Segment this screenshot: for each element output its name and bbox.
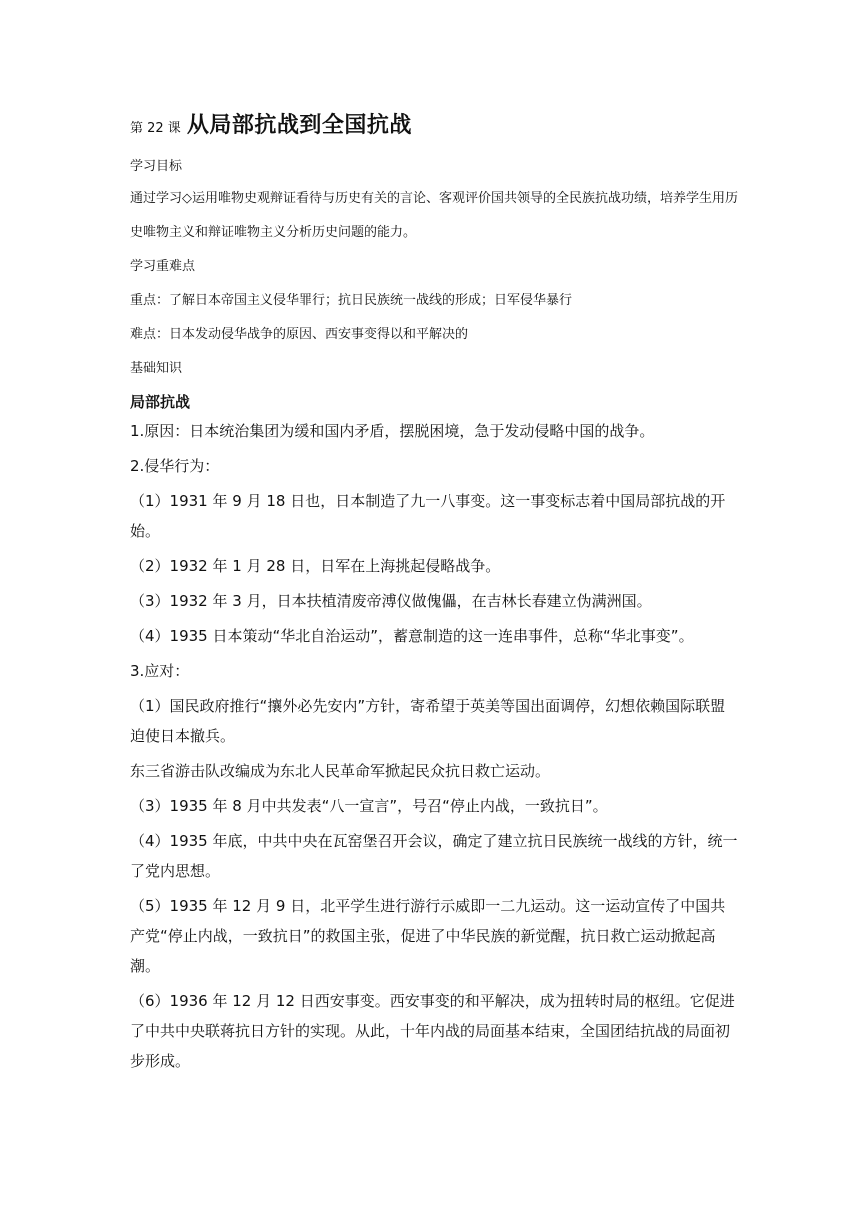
paragraph: （2）1932 年 1 月 28 日，日军在上海挑起侵略战争。 (130, 557, 501, 575)
key-points-heading: 学习重难点 (130, 259, 196, 274)
paragraph: 3.应对： (130, 662, 190, 680)
paragraph: （3）1935 年 8 月中共发表“八一宣言”，号召“停止内战，一致抗日”。 (130, 797, 608, 815)
lesson-title-line (130, 108, 740, 148)
difficult-point: 难点：日本发动侵华战争的原因、西安事变得以和平解决的 (130, 327, 469, 342)
paragraph: （1）国民政府推行“攘外必先安内”方针，寄希望于英美等国出面调停，幻想依赖国际联盟迫使日本撤兵。 (130, 697, 726, 745)
paragraph: 1.原因：日本统治集团为缓和国内矛盾，摆脱困境，急于发动侵略中国的战争。 (130, 422, 655, 440)
lesson-number: 第 22 课 (130, 121, 181, 136)
paragraph: （5）1935 年 12 月 9 日，北平学生进行游行示威即一二九运动。这一运动宣传了中国共产党“停止内战，一致抗日”的救国主张，促进了中华民族的新觉醒，抗日救亡运动掀起高潮。 (130, 897, 726, 975)
lesson-title: 从局部抗战到全国抗战 (186, 113, 412, 138)
paragraph: （3）1932 年 3 月，日本扶植清废帝溥仪做傀儡，在吉林长春建立伪满洲国。 (130, 592, 652, 610)
objectives-heading: 学习目标 (130, 159, 183, 174)
key-point: 重点：了解日本帝国主义侵华罪行；抗日民族统一战线的形成；日军侵华暴行 (130, 293, 573, 308)
paragraph: 东三省游击队改编成为东北人民革命军掀起民众抗日救亡运动。 (130, 762, 551, 780)
paragraph: （1）1931 年 9 月 18 日也，日本制造了九一八事变。这一事变标志着中国局部抗战的开始。 (130, 492, 726, 540)
paragraph: 2.侵华行为： (130, 457, 220, 475)
paragraph: （4）1935 日本策动“华北自治运动”，蓄意制造的这一连串事件，总称“华北事变”。 (130, 627, 694, 645)
paragraph: （4）1935 年底，中共中央在瓦窑堡召开会议，确定了建立抗日民族统一战线的方针，统一了党内思想。 (130, 832, 738, 880)
objectives-text: 通过学习◇运用唯物史观辩证看待与历史有关的言论、客观评价国共领导的全民族抗战功绩，培养学生用历史唯物主义和辩证唯物主义分析历史问题的能力。 (130, 191, 738, 240)
paragraph: （6）1936 年 12 月 12 日西安事变。西安事变的和平解决，成为扭转时局的枢纽。它促进了中共中央联蒋抗日方针的实现。从此，十年内战的局面基本结束，全国团结抗战的局面初步形成。 (130, 992, 735, 1070)
basics-heading: 基础知识 (130, 361, 183, 376)
section-heading: 局部抗战 (130, 393, 191, 411)
document-content (130, 108, 740, 1076)
